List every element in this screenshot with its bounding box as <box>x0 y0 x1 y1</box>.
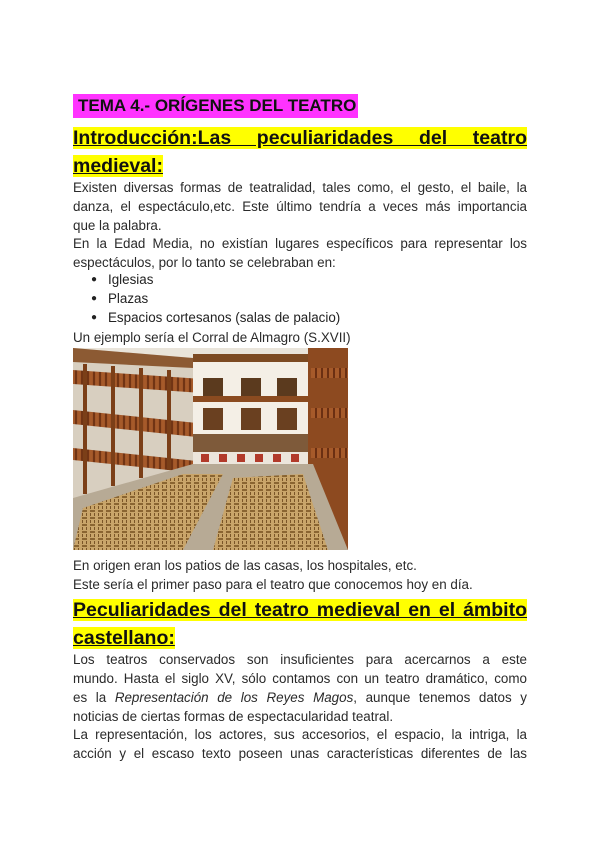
list-item: ● Iglesias <box>91 270 340 289</box>
places-paragraph: En la Edad Media, no existían lugares específicos para representar los espectáculos, por lo tanto se celebraban en: <box>73 236 527 270</box>
corral-de-almagro-photo <box>73 348 348 550</box>
list-item: ● Plazas <box>91 289 340 308</box>
page-title: TEMA 4.- ORÍGENES DEL TEATRO <box>73 94 358 118</box>
origin-text: En origen eran los patios de las casas, los hospitales, etc. Este sería el primer paso para el teatro que conocemos hoy en día. <box>73 558 473 592</box>
section-heading-intro: Introducción:Las peculiaridades del teatro medieval: <box>73 127 527 177</box>
castellano-paragraph-2: La representación, los actores, sus accesorios, el espacio, la intriga, la acción y el escaso texto poseen unas características diferentes de las <box>73 727 527 761</box>
section-heading-castellano: Peculiaridades del teatro medieval en el ámbito castellano: <box>73 599 527 649</box>
places-list <box>91 270 340 327</box>
intro-paragraph: Existen diversas formas de teatralidad, tales como, el gesto, el baile, la danza, el espectáculo,etc. Este último tendría a veces más importancia que la palabra. <box>73 180 527 233</box>
example-text: Un ejemplo sería el Corral de Almagro (S.XVII) <box>73 330 351 345</box>
list-item: ● Espacios cortesanos (salas de palacio) <box>91 308 340 327</box>
castellano-paragraph-1: Los teatros conservados son insuficientes para acercarnos a este mundo. Hasta el siglo XV, sólo contamos con un teatro dramático, como es la Representación de los Reyes Magos, aunque tenemos datos y noticias de ciertas formas de espectacularidad teatral. <box>73 652 527 724</box>
